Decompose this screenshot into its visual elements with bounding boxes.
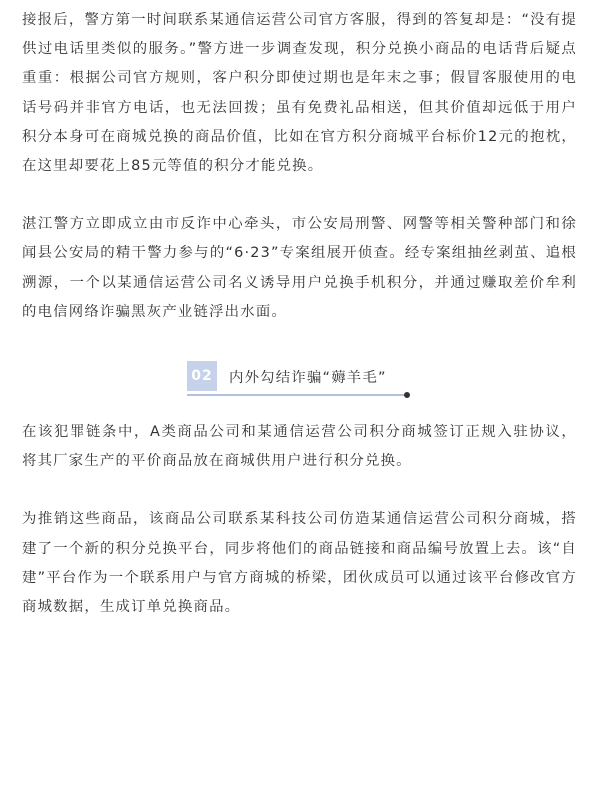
paragraph-2: 湛江警方立即成立由市反诈中心牵头，市公安局刑警、网警等相关警种部门和徐闻县公安局的精干警力参与的“6·23”专案组展开侦查。经专案组抽丝剥茧、追根溯源，一个以某通信运营公司名义诱导用户兑换手机积分，并通过赚取差价牟利的电信网络诈骗黑灰产业链浮出水面。 [22,216,577,320]
article-body [22,6,577,622]
paragraph-3: 在该犯罪链条中，A类商品公司和某通信运营公司积分商城签订正规入驻协议，将其厂家生产的平价商品放在商城供用户进行积分兑换。 [22,424,577,470]
decorative-dot-icon [404,392,410,398]
section-heading [22,344,577,416]
paragraph-1: 接报后，警方第一时间联系某通信运营公司官方客服，得到的答复却是：“没有提供过电话里类似的服务。”警方进一步调查发现，积分兑换小商品的电话背后疑点重重：根据公司官方规则，客户积分即使过期也是年末之事；假冒客服使用的电话号码并非官方电话，也无法回拨；虽有免费礼品相送，但其价值却远低于用户积分本身可在商城兑换的商品价值，比如在官方积分商城平台标价12元的抱枕，在这里却要花上85元等值的积分才能兑换。 [22,12,577,175]
section-number-badge: 02 [187,361,217,391]
paragraph-4: 为推销这些商品，该商品公司联系某科技公司仿造某通信运营公司积分商城，搭建了一个新的积分兑换平台，同步将他们的商品链接和商品编号放置上去。该“自建”平台作为一个联系用户与官方商城的桥梁，团伙成员可以通过该平台修改官方商城数据，生成订单兑换商品。 [22,511,577,616]
section-title: 内外勾结诈骗“薅羊毛” [229,369,387,386]
section-heading-bar [187,354,407,396]
